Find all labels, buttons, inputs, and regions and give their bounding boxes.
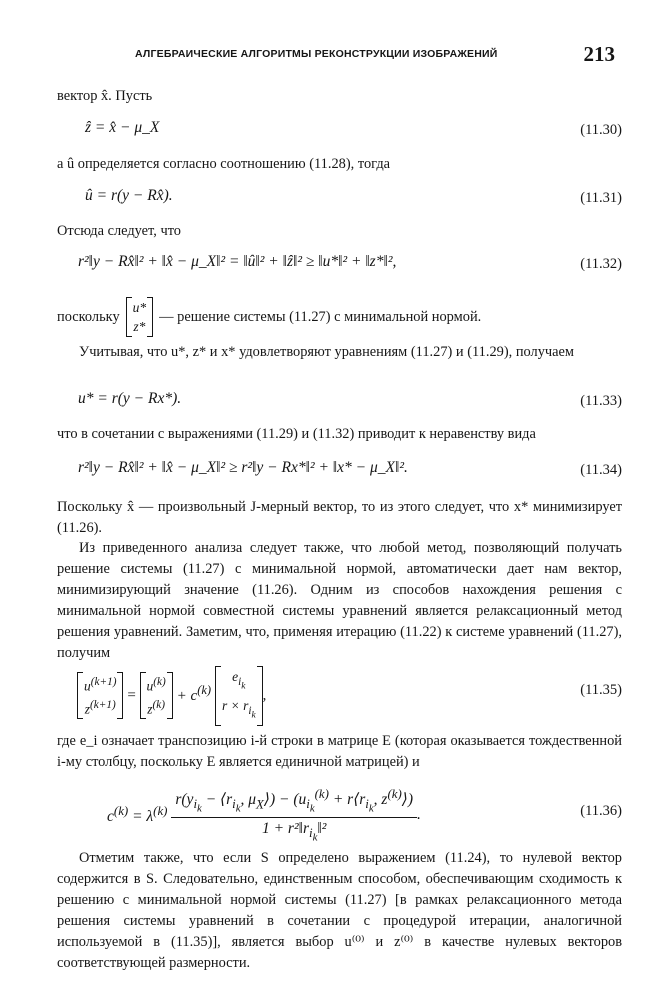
- page-header: [135, 42, 615, 68]
- vector-next-iterate: $u^{(k+1)}$ $z^{(k+1)}$: [77, 672, 123, 719]
- equation-number: (11.34): [580, 462, 622, 478]
- equation-number: (11.36): [580, 803, 622, 819]
- equation-formula: $c^{(k)} = \lambda^{(k)}$ $\frac{r(y_{i_k} - ⟨r_{i_k}, \mu_X⟩) - (u_{i_k}^{(k)} + r⟨r_{i_k}, z^{(k)}⟩)}{1 + r^2‖r_{i_k}‖^2}$ .: [107, 786, 421, 844]
- vector-current-iterate: $u^{(k)}$ $z^{(k)}$: [140, 672, 173, 719]
- solution-vector-matrix: u* z*: [126, 297, 154, 337]
- paragraph-4-lead: поскольку: [57, 308, 120, 325]
- equation-formula: $u^{(k+1)}$ $z^{(k+1)} = u^{(k)}$ $z^{(k)} + c^{(k)}$ $e_{i_k}$ $r \times r_{i_k}$,: [77, 666, 266, 726]
- paragraph-8: Из приведенного анализа следует также, что любой метод, позволяющий получать решение системы (11.27) с минимальной нормой, автоматически дает нам вектор, минимизирующий значение (11.26). Одним из способов нахождения решения с минимальной нормой совместной системы уравнений является релаксационный метод решения уравнений. Заметим, что, применяя итерацию (11.22) к системе уравнений (11.27), получим: [57, 540, 622, 661]
- equation-number: (11.30): [580, 122, 622, 138]
- page-number: 213: [583, 42, 615, 66]
- equation-11-34: [57, 459, 622, 483]
- equation-11-36: [57, 786, 622, 844]
- equation-11-33: [57, 390, 622, 414]
- paragraph-10: Отметим также, что если S определено выражением (11.24), то нулевой вектор содержится в S. Следовательно, единственным способом, обеспечивающим сходимость к решению с минимальной нормой системы (11.27) [в рамках релаксационного метода решения системы уравнений в сочетании с процедурой итерации, аналогичной используемой в (11.35)], является выбор u⁽⁰⁾ и z⁽⁰⁾ в качестве нулевых векторов соответствующей размерности.: [57, 850, 622, 971]
- paragraph-7: Поскольку x̂ — произвольный J-мерный вектор, то из этого следует, что x* минимизирует (11.26).: [57, 499, 622, 536]
- equation-formula: r²‖y − Rx̂‖² + ‖x̂ − μ_X‖² = ‖û‖² + ‖ẑ‖² ≥ ‖u*‖² + ‖z*‖²,: [78, 253, 397, 270]
- vector-update-direction: $e_{i_k}$ $r \times r_{i_k}$: [215, 666, 263, 726]
- paragraph-4: [57, 292, 622, 342]
- equation-number: (11.35): [580, 682, 622, 698]
- equation-formula: û = r(y − Rx̂).: [85, 187, 173, 204]
- paragraph-1: вектор x̂. Пусть: [57, 88, 153, 104]
- equation-11-32: [57, 253, 622, 277]
- equation-formula: u* = r(y − Rx*).: [78, 390, 182, 407]
- running-title: АЛГЕБРАИЧЕСКИЕ АЛГОРИТМЫ РЕКОНСТРУКЦИИ ИЗОБРАЖЕНИЙ: [135, 48, 498, 60]
- equation-11-30: [57, 119, 622, 143]
- equation-formula: ẑ = x̂ − μ_X: [85, 119, 160, 136]
- equation-formula: r²‖y − Rx̂‖² + ‖x̂ − μ_X‖² ≥ r²‖y − Rx*‖² + ‖x* − μ_X‖².: [78, 459, 408, 476]
- equation-11-35: [57, 666, 622, 720]
- relaxation-fraction: $\frac{r(y_{i_k} - ⟨r_{i_k}, \mu_X⟩) - (u_{i_k}^{(k)} + r⟨r_{i_k}, z^{(k)}⟩)}{1 + r^2‖r_{i_k}‖^2}$: [171, 786, 417, 844]
- paragraph-5: Учитывая, что u*, z* и x* удовлетворяют уравнениям (11.27) и (11.29), получаем: [79, 344, 575, 360]
- paragraph-2: а û определяется согласно соотношению (11.28), тогда: [57, 156, 391, 172]
- paragraph-6: что в сочетании с выражениями (11.29) и (11.32) приводит к неравенству вида: [57, 426, 536, 442]
- paragraph-3: Отсюда следует, что: [57, 223, 181, 239]
- paragraph-4-tail: — решение системы (11.27) с минимальной нормой.: [159, 308, 482, 325]
- equation-11-31: [57, 187, 622, 211]
- equation-number: (11.31): [580, 190, 622, 206]
- equation-number: (11.32): [580, 256, 622, 272]
- paragraph-9: где e_i означает транспозицию i-й строки в матрице E (которая оказывается тождественной i-му столбцу, поскольку E является единичной матрицей) и: [57, 733, 622, 770]
- equation-number: (11.33): [580, 393, 622, 409]
